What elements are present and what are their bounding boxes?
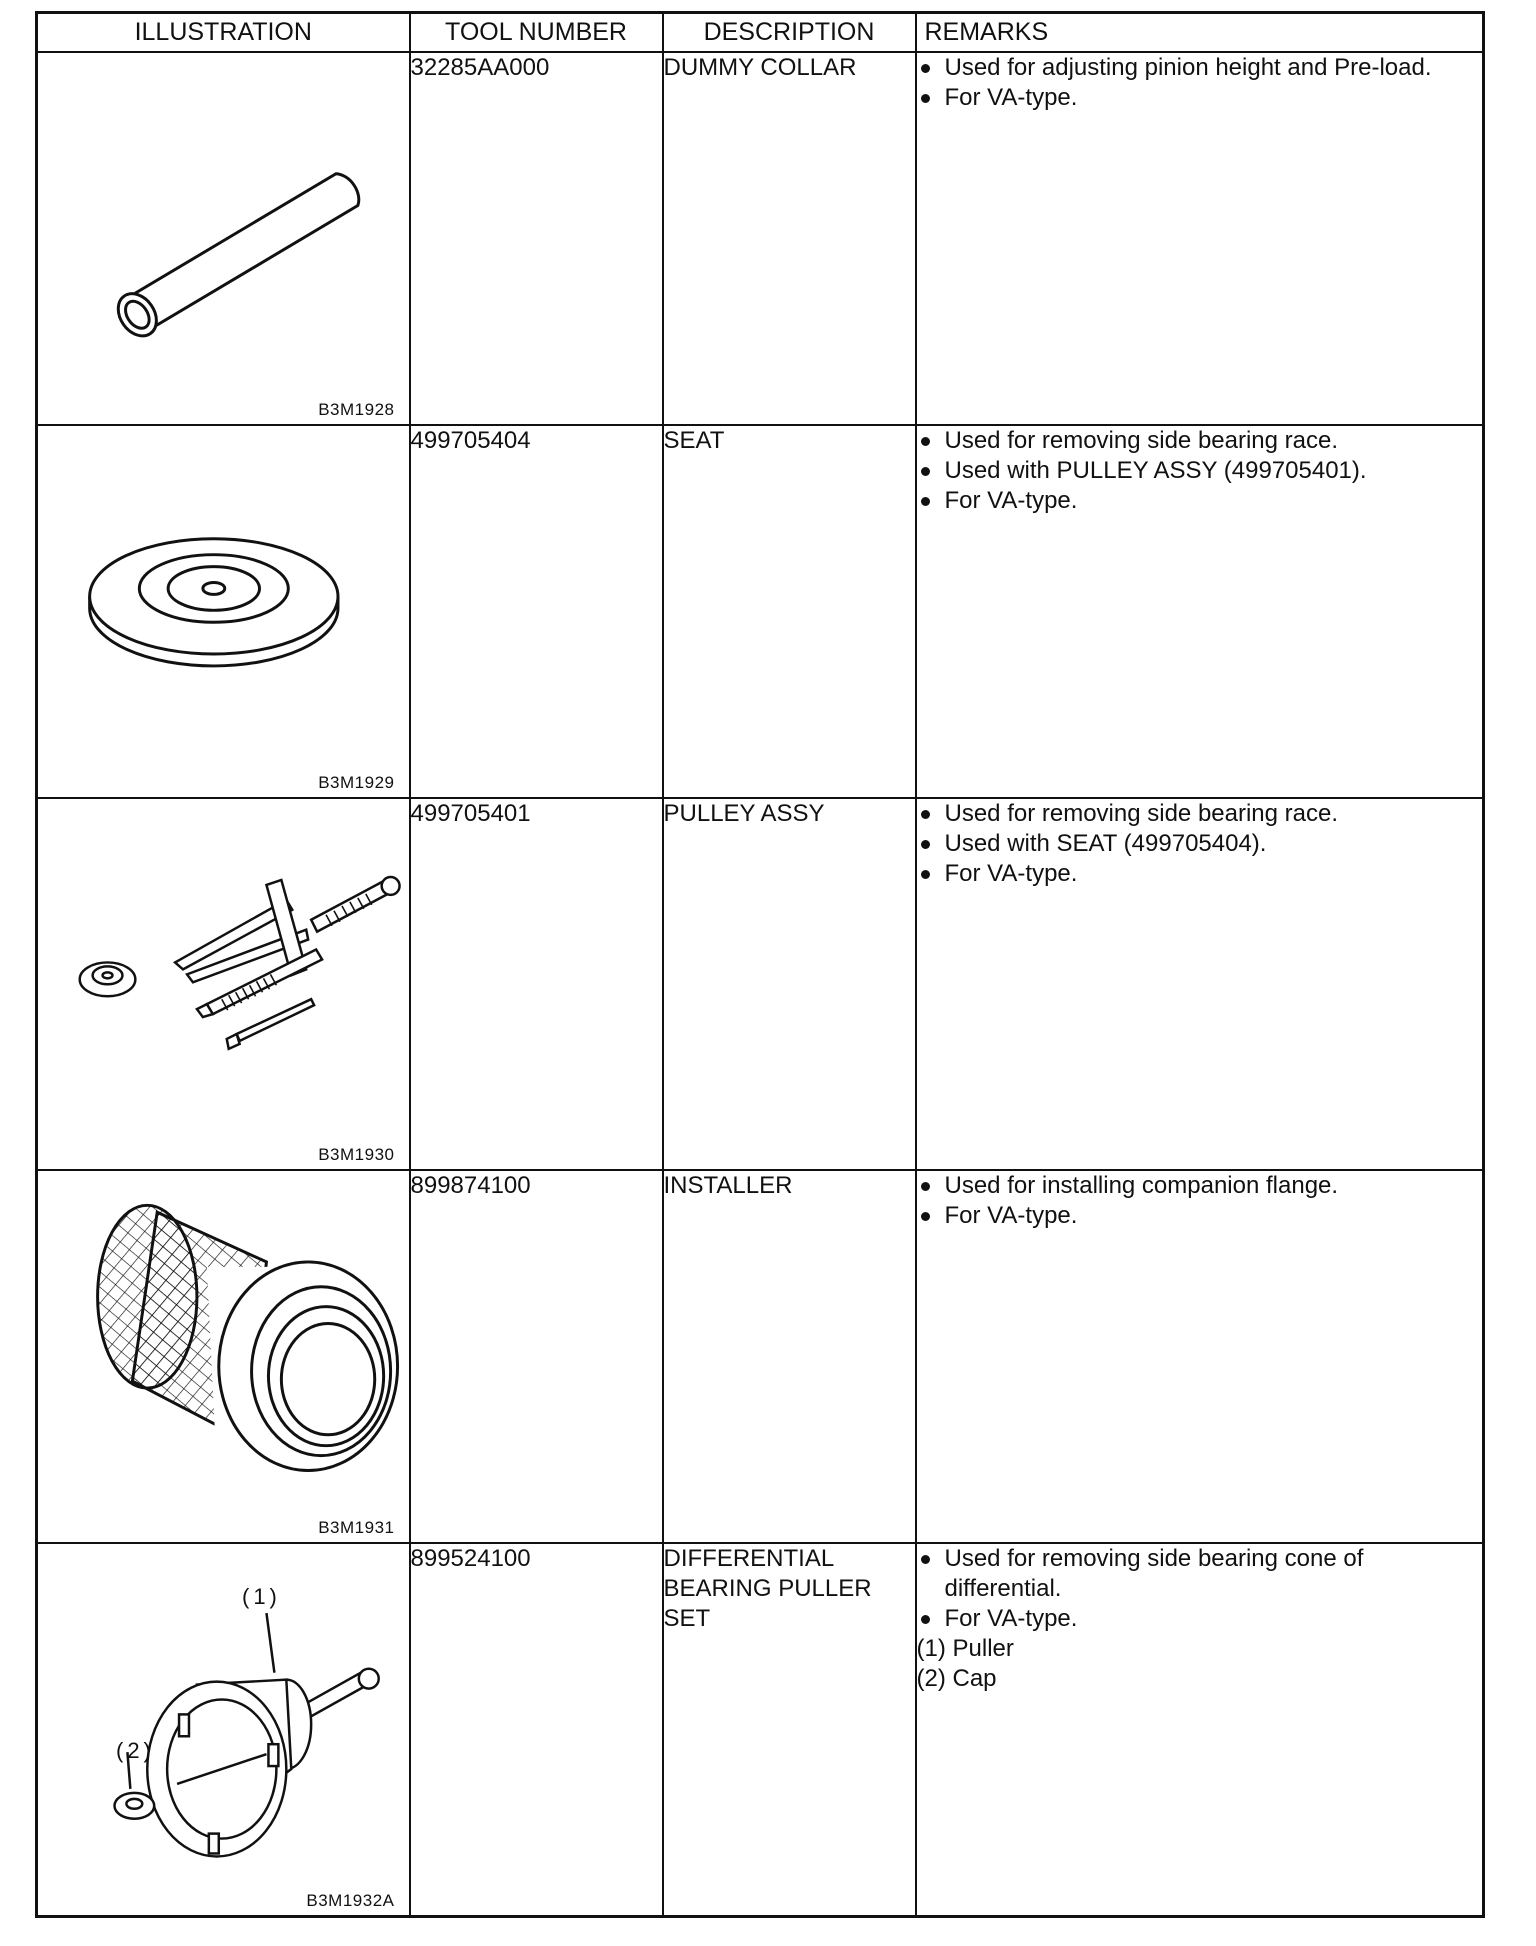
header-row <box>37 13 1484 53</box>
part-label-cap: (2) <box>116 1738 155 1764</box>
remark-item: Used with PULLEY ASSY (499705401). <box>917 456 1483 486</box>
remark-item: Used for adjusting pinion height and Pre-load. <box>917 53 1483 83</box>
header-tool-number: TOOL NUMBER <box>410 13 663 53</box>
tool-remarks <box>916 425 1484 798</box>
seat-illustration <box>38 426 409 767</box>
part-item: (2) Cap <box>916 1665 997 1693</box>
tool-description: SEAT <box>663 425 916 798</box>
illustration-cell <box>37 1170 410 1543</box>
illustration-cell <box>37 798 410 1171</box>
table-row <box>37 798 1484 1171</box>
remark-item: For VA-type. <box>917 486 1483 516</box>
tool-description: PULLEY ASSY <box>663 798 916 1171</box>
remark-item: For VA-type. <box>917 1201 1483 1231</box>
tool-description: DIFFERENTIAL BEARING PULLER SET <box>663 1543 916 1916</box>
remark-item: Used for removing side bearing cone of differential. <box>917 1544 1483 1604</box>
illustration-code: B3M1930 <box>318 1145 395 1165</box>
header-remarks: REMARKS <box>916 13 1484 53</box>
tool-number: 499705404 <box>410 425 663 798</box>
table-row <box>37 1170 1484 1543</box>
illustration-code: B3M1928 <box>318 399 395 419</box>
tool-number: 899524100 <box>410 1543 663 1916</box>
tool-remarks <box>916 798 1484 1171</box>
differential-bearing-puller-illustration <box>38 1544 409 1885</box>
tool-number: 499705401 <box>410 798 663 1171</box>
illustration-cell <box>37 52 410 425</box>
illustration-code: B3M1932A <box>306 1891 395 1910</box>
table-row <box>37 1543 1484 1916</box>
remark-item: For VA-type. <box>917 1604 1483 1634</box>
table-row <box>37 425 1484 798</box>
remark-item: For VA-type. <box>917 859 1483 889</box>
tool-number: 32285AA000 <box>410 52 663 425</box>
remark-item: Used for installing companion flange. <box>917 1171 1483 1201</box>
tool-remarks <box>916 1543 1484 1916</box>
tool-number: 899874100 <box>410 1170 663 1543</box>
part-item: (1) Puller <box>916 1635 1014 1663</box>
remark-item: For VA-type. <box>917 83 1483 113</box>
header-description: DESCRIPTION <box>663 13 916 53</box>
remark-item: Used with SEAT (499705404). <box>917 829 1483 859</box>
installer-illustration <box>38 1171 409 1512</box>
dummy-collar-illustration <box>38 53 409 394</box>
remark-item: Used for removing side bearing race. <box>917 426 1483 456</box>
header-illustration: ILLUSTRATION <box>37 13 410 53</box>
tool-remarks <box>916 52 1484 425</box>
tool-description: INSTALLER <box>663 1170 916 1543</box>
part-label-puller: (1) <box>242 1584 281 1610</box>
remark-item: Used for removing side bearing race. <box>917 799 1483 829</box>
table-row <box>37 52 1484 425</box>
tool-remarks <box>916 1170 1484 1543</box>
illustration-code: B3M1929 <box>318 772 395 792</box>
pulley-assy-illustration <box>38 799 409 1140</box>
special-tools-table <box>35 11 1485 1918</box>
illustration-cell <box>37 1543 410 1916</box>
tool-description: DUMMY COLLAR <box>663 52 916 425</box>
illustration-code: B3M1931 <box>318 1518 395 1538</box>
illustration-cell <box>37 425 410 798</box>
